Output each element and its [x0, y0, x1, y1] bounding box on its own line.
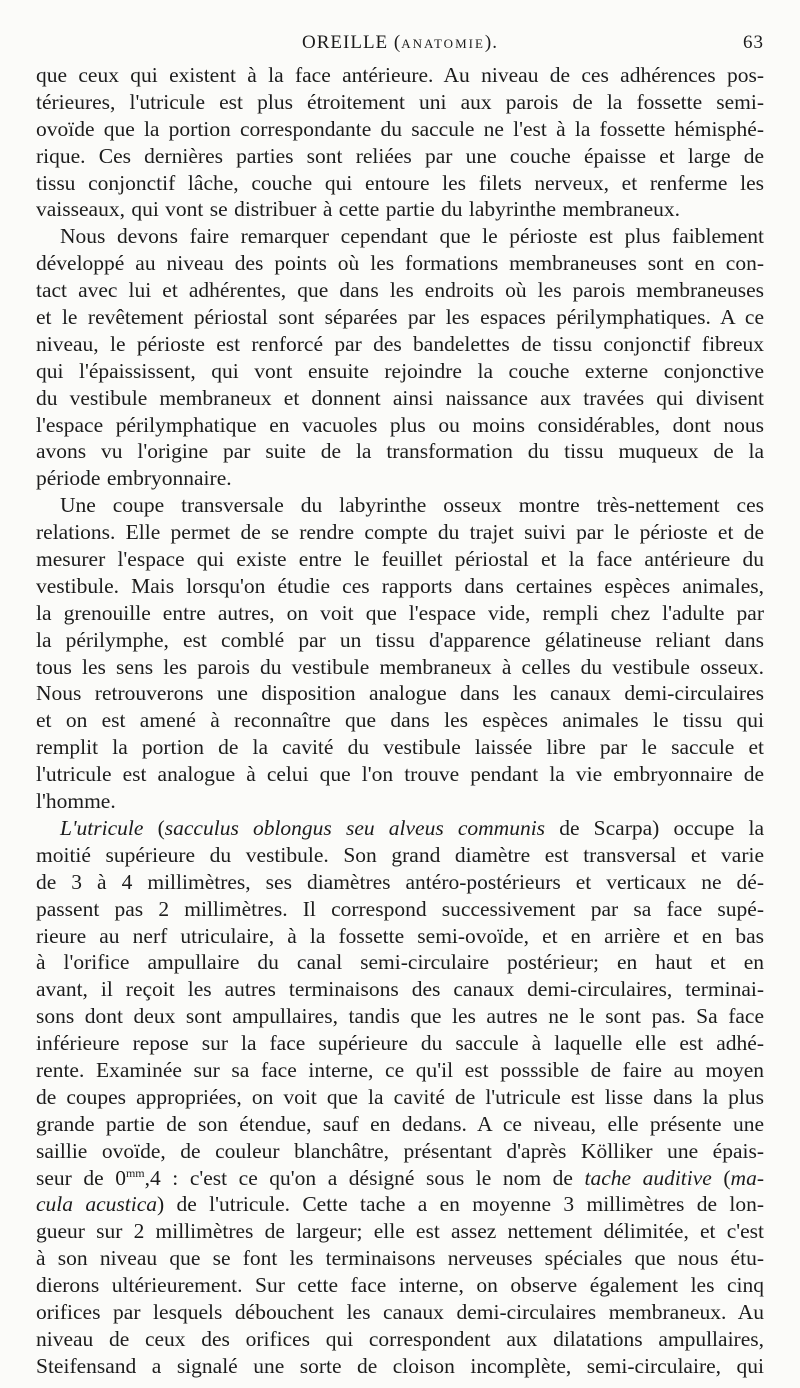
text-line: tous les sens les parois du vestibule membraneux à celles du vestibule osseux. [36, 654, 764, 679]
text-run: ,4 : c'est ce qu'on a désigné sous le nom de [144, 1165, 585, 1190]
text-line: à son niveau que se font les terminaisons nerveuses spéciales que nous étu- [36, 1246, 764, 1271]
latin-term: sacculus oblongus seu alveus communis [164, 815, 546, 840]
text-line: térieures, l'utricule est plus étroitement uni aux parois de la fossette semi- [36, 89, 764, 114]
text-line: de coupes appropriées, on voit que la cavité de l'utricule est lisse dans la plus [36, 1084, 764, 1109]
text-line: relations. Elle permet de se rendre compte du trajet suivi par le périoste et de [36, 520, 764, 545]
text-line: qui l'épaississent, qui vont ensuite rejoindre la couche externe conjonctive [36, 358, 764, 383]
term-tache-auditive: tache auditive [584, 1165, 712, 1190]
body-text [36, 62, 764, 1380]
text-line: rieure au nerf utriculaire, à la fossette semi-ovoïde, et en arrière et en bas [36, 923, 764, 948]
text-line: passent pas 2 millimètres. Il correspond successivement par sa face supé- [36, 896, 764, 921]
text-run: ) de l'utricule. Cette tache a en moyenne 3 millimètres de lon- [157, 1192, 764, 1217]
text-line: niveau de ceux des orifices qui correspondent aux dilatations ampullaires, [36, 1326, 764, 1351]
text-run: seur de 0 [36, 1165, 126, 1190]
paragraph-start-line: Nous devons faire remarquer cependant que le périoste est plus faiblement [60, 224, 764, 249]
text-line: de 3 à 4 millimètres, ses diamètres antéro-postérieurs et verticaux ne dé- [36, 869, 764, 894]
text-line: du vestibule membraneux et donnent ainsi naissance aux travées qui divisent [36, 385, 764, 410]
text-run: ( [711, 1165, 731, 1190]
text-line: moitié supérieure du vestibule. Son grand diamètre est transversal et varie [36, 842, 764, 867]
header-subtitle: ANATOMIE [401, 36, 485, 51]
text-line: sons dont deux sont ampullaires, tandis que les autres ne le sont pas. Sa face [36, 1004, 764, 1029]
text-line: inférieure repose sur la face supérieure du saccule à laquelle elle est adhé- [36, 1031, 764, 1056]
term-utricule: L'utricule [60, 815, 144, 840]
text-line: rique. Ces dernières parties sont reliées par une couche épaisse et large de [36, 143, 764, 168]
text-line: et le revêtement périostal sont séparées par les espaces périlymphatiques. A ce [36, 305, 764, 330]
text-line [36, 1191, 764, 1218]
text-line: l'utricule est analogue à celui que l'on trouve pendant la vie embryonnaire de [36, 762, 764, 787]
text-line: vestibule. Mais lorsqu'on étudie ces rapports dans certaines espèces animales, [36, 573, 764, 598]
text-line: développé au niveau des points où les formations membraneuses sont en con- [36, 251, 764, 276]
header-title: OREILLE [302, 32, 389, 53]
header-subtitle-close: ). [484, 32, 498, 53]
text-line: tact avec lui et adhérentes, que dans les endroits où les parois membraneuses [36, 278, 764, 303]
book-page [36, 28, 764, 1380]
text-line: la périlymphe, est comblé par un tissu d'apparence gélatineuse reliant dans [36, 627, 764, 652]
text-line: l'homme. [36, 789, 116, 814]
text-line: ovoïde que la portion correspondante du saccule ne l'est à la fossette hémisphé- [36, 116, 764, 141]
text-line [36, 1165, 764, 1192]
text-line: mesurer l'espace qui existe entre le feuillet périostal et la face antérieure du [36, 547, 764, 572]
header-subtitle-open: ( [393, 32, 402, 53]
text-line: saillie ovoïde, de couleur blanchâtre, présentant d'après Kölliker une épais- [36, 1138, 764, 1163]
paragraph-start-line [36, 815, 764, 842]
text-line: Nous retrouverons une disposition analogue dans les canaux demi-circulaires [36, 681, 764, 706]
text-line: et on est amené à reconnaître que dans les espèces animales le tissu qui [36, 708, 764, 733]
page-number: 63 [743, 32, 764, 53]
text-line: avons vu l'origine par suite de la transformation du tissu muqueux de la [36, 439, 764, 464]
text-line: orifices par lesquels débouchent les canaux demi-circulaires membraneux. Au [36, 1299, 764, 1324]
text-line: niveau, le périoste est renforcé par des bandelettes de tissu conjonctif fibreux [36, 331, 764, 356]
text-line: avant, il reçoit les autres terminaisons des canaux demi-circulaires, terminai- [36, 977, 764, 1002]
text-line: vaisseaux, qui vont se distribuer à cette partie du labyrinthe membraneux. [36, 197, 681, 222]
running-header [36, 28, 764, 62]
text-line: grande partie de son étendue, sauf en dedans. A ce niveau, elle présente une [36, 1111, 764, 1136]
text-line: rente. Examinée sur sa face interne, ce qu'il est posssible de faire au moyen [36, 1057, 764, 1082]
paragraph-start-line: Une coupe transversale du labyrinthe osseux montre très-nettement ces [60, 493, 764, 518]
text-line: période embryonnaire. [36, 466, 232, 491]
latin-term: ma- [730, 1165, 764, 1190]
running-title [36, 32, 764, 54]
text-line: dierons ultérieurement. Sur cette face interne, on observe également les cinq [36, 1273, 764, 1298]
text-line: remplit la portion de la cavité du vestibule laissée libre par le saccule et [36, 735, 764, 760]
text-line: que ceux qui existent à la face antérieure. Au niveau de ces adhérences pos- [36, 63, 764, 87]
text-line: à l'orifice ampullaire du canal semi-circulaire postérieur; en haut et en [36, 950, 764, 975]
latin-term: cula acustica [36, 1192, 157, 1217]
text-run: ( [143, 815, 165, 840]
text-line: gueur sur 2 millimètres de largeur; elle est assez nettement délimitée, et c'est [36, 1219, 764, 1244]
text-line: la grenouille entre autres, on voit que l'espace vide, rempli chez l'adulte par [36, 600, 764, 625]
unit-superscript: mm [125, 1165, 145, 1180]
text-line: l'espace périlymphatique en vacuoles plus ou moins considérables, dont nous [36, 412, 764, 437]
text-line: tissu conjonctif lâche, couche qui entoure les filets nerveux, et renferme les [36, 170, 764, 195]
text-line: Steifensand a signalé une sorte de cloison incomplète, semi-circulaire, qui [36, 1353, 764, 1378]
text-run: de Scarpa) occupe la [545, 815, 764, 840]
